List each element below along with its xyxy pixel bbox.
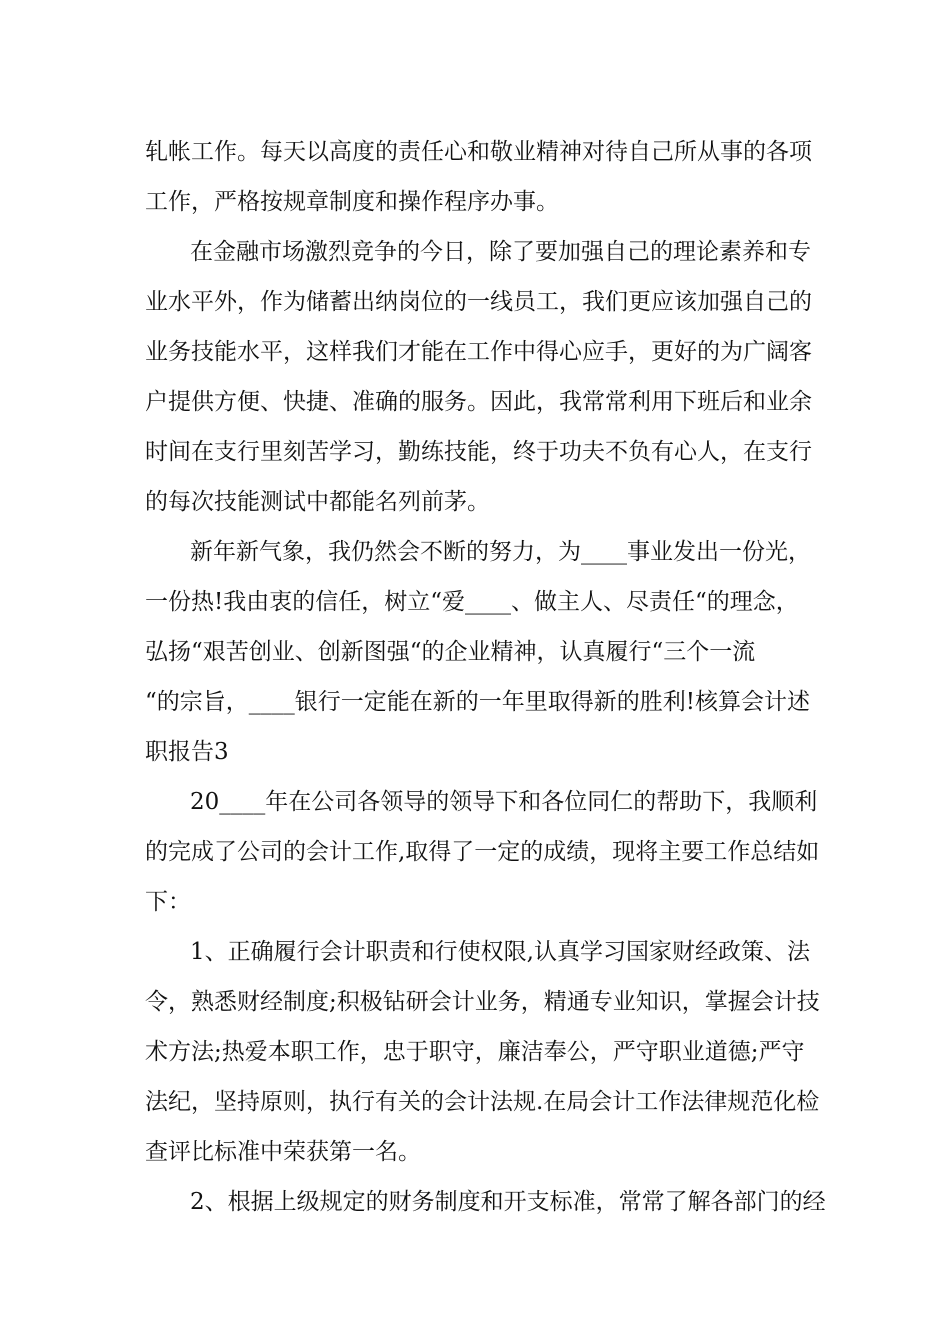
text-line: 轧帐工作。每天以高度的责任心和敬业精神对待自己所从事的各项: [145, 139, 812, 165]
text-line: 查评比标准中荣获第一名。: [145, 1139, 421, 1165]
text-line: 的完成了公司的会计工作,取得了一定的成绩，现将主要工作总结如: [145, 839, 820, 865]
text-line: 下：: [145, 889, 191, 915]
text-line: 一份热!我由衷的信任，树立“爱____、做主人、尽责任“的理念，: [145, 589, 799, 615]
paragraph-start-line: 1、正确履行会计职责和行使权限,认真学习国家财经政策、法: [190, 939, 810, 965]
paragraph-start-line: 2、根据上级规定的财务制度和开支标准，常常了解各部门的经: [190, 1189, 826, 1215]
paragraph-start-line: 20____年在公司各领导的领导下和各位同仁的帮助下，我顺利: [190, 789, 818, 815]
text-line: 令，熟悉财经制度;积极钻研会计业务，精通专业知识，掌握会计技: [145, 989, 820, 1015]
text-line: 术方法;热爱本职工作，忠于职守，廉洁奉公，严守职业道德;严守: [145, 1039, 805, 1065]
paragraph-start-line: 新年新气象，我仍然会不断的努力，为____事业发出一份光，: [190, 539, 811, 565]
paragraph-start-line: 在金融市场激烈竞争的今日，除了要加强自己的理论素养和专: [190, 239, 811, 265]
text-line: 户提供方便、快捷、准确的服务。因此，我常常利用下班后和业余: [145, 389, 812, 415]
text-line: 的每次技能测试中都能名列前茅。: [145, 489, 490, 515]
text-line: 弘扬“艰苦创业、创新图强“的企业精神，认真履行“三个一流: [145, 639, 756, 665]
text-line: 业水平外，作为储蓄出纳岗位的一线员工，我们更应该加强自己的: [145, 289, 812, 315]
text-line: 业务技能水平，这样我们才能在工作中得心应手，更好的为广阔客: [145, 339, 812, 365]
text-line: 时间在支行里刻苦学习，勤练技能，终于功夫不负有心人，在支行: [145, 439, 812, 465]
text-line: 法纪，坚持原则，执行有关的会计法规.在局会计工作法律规范化检: [145, 1089, 820, 1115]
text-line: 工作，严格按规章制度和操作程序办事。: [145, 189, 559, 215]
text-line: 职报告3: [145, 739, 229, 765]
text-line: “的宗旨，____银行一定能在新的一年里取得新的胜利!核算会计述: [145, 689, 811, 715]
